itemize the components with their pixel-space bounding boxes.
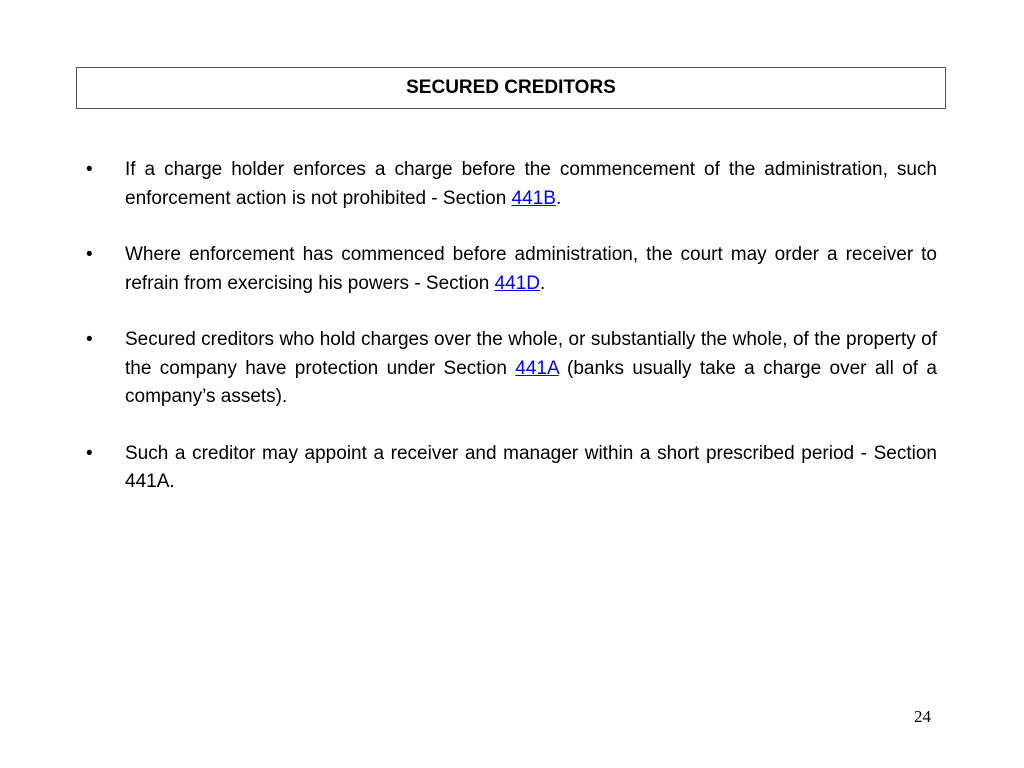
- bullet-marker: •: [86, 244, 93, 265]
- bullet-tail: .: [555, 187, 562, 209]
- bullet-marker: •: [86, 159, 93, 180]
- bullet-text: [125, 329, 937, 407]
- bullet-item: [86, 326, 937, 412]
- bullet-list: [86, 156, 937, 525]
- bullet-tail: .: [540, 272, 546, 294]
- bullet-text: [125, 443, 937, 493]
- bullet-marker: •: [86, 329, 93, 350]
- slide-title-box: [76, 67, 946, 109]
- bullet-item: [86, 156, 937, 213]
- section-link-441a[interactable]: 441A: [515, 357, 559, 379]
- bullet-item: [86, 440, 937, 497]
- bullet-tail: (banks usually take a charge over all of a company’s assets).: [125, 357, 938, 407]
- bullet-item: [86, 241, 937, 298]
- page-number: 24: [914, 707, 931, 726]
- bullet-marker: •: [86, 442, 93, 464]
- bullet-body: If a charge holder enforces a charge before the commencement of the administration, such enforcement action is not prohibited - Section: [125, 159, 937, 209]
- bullet-body: Secured creditors who hold charges over the whole, or substantially the whole, of the property of the company have protection under Section: [125, 329, 937, 379]
- section-link-441d[interactable]: 441D: [494, 272, 541, 294]
- section-link-441b[interactable]: 441B: [511, 187, 556, 209]
- bullet-body: Where enforcement has commenced before administration, the court may order a receiver to refrain from exercising his powers - Section: [125, 244, 937, 294]
- bullet-body: Such a creditor may appoint a receiver and manager within a short prescribed period - Section 441A.: [125, 442, 937, 492]
- bullet-text: [125, 244, 937, 294]
- slide-title: SECURED CREDITORS: [406, 77, 616, 98]
- bullet-text: [125, 159, 937, 209]
